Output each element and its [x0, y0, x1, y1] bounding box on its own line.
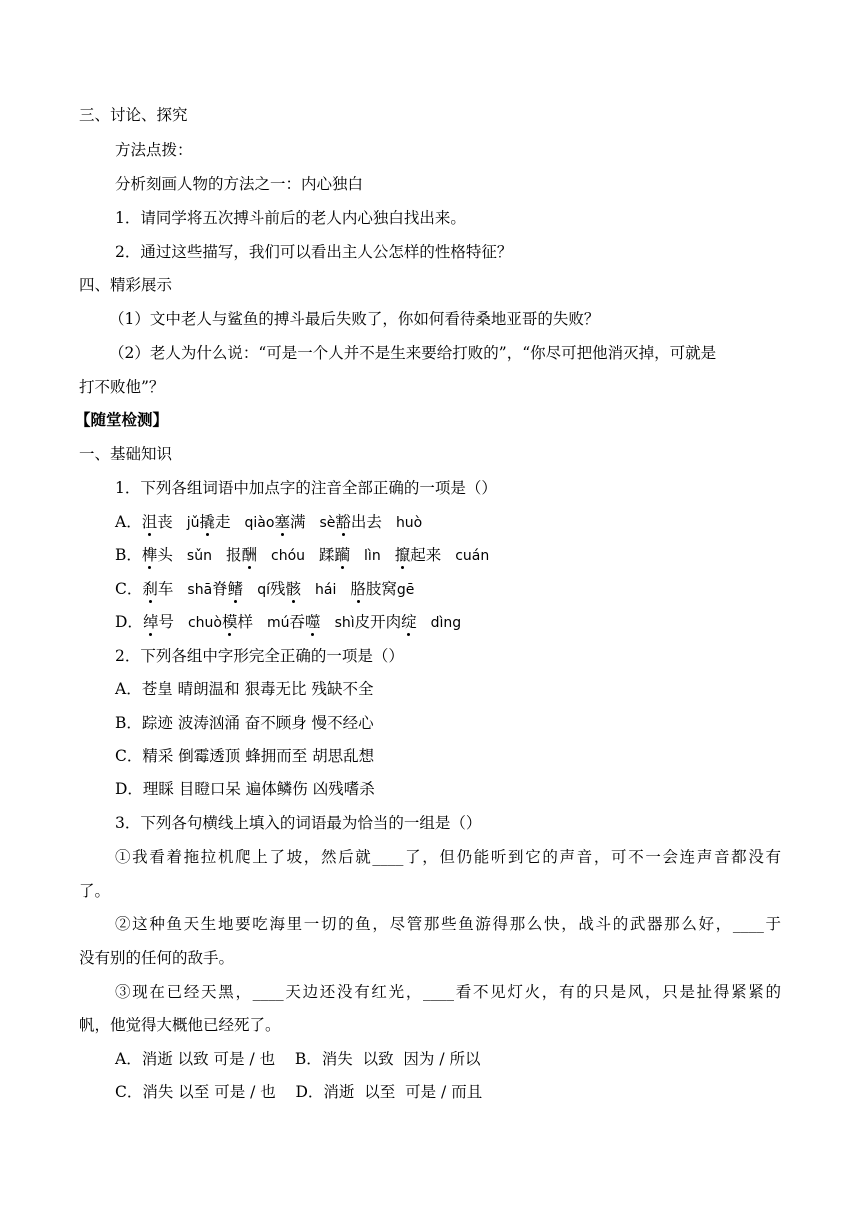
dotted-char: 攛	[394, 546, 411, 564]
dotted-char: 撬	[199, 513, 216, 531]
dotted-char: 沮	[141, 513, 158, 531]
sentence-2-line-1: ②这种鱼天生地要吃海里一切的鱼，尽管那些鱼游得那么快，战斗的武器那么好，____于	[115, 915, 781, 933]
test-heading: 【随堂检测】	[75, 410, 169, 429]
showcase-question-1: （1）文中老人与鲨鱼的搏斗最后失败了，你如何看待桑地亚哥的失败？	[109, 310, 600, 328]
pinyin: hái	[315, 582, 337, 598]
pinyin: dìng	[430, 615, 462, 631]
sentence-1-line-2: 了。	[79, 882, 111, 900]
question-3-stem: 3．下列各句横线上填入的词语最为恰当的一组是（）	[115, 814, 482, 832]
dotted-char: 酬	[241, 546, 257, 564]
pinyin: mú	[267, 615, 290, 631]
pinyin: gē	[396, 582, 415, 598]
pinyin: lìn	[364, 548, 381, 564]
dotted-char: 骸	[285, 580, 301, 598]
sentence-1-line-1: ①我看着拖拉机爬上了坡，然后就____了，但仍能听到它的声音，可不一会连声音都没有	[115, 848, 781, 866]
sentence-3-line-2: 帆，他觉得大概他已经死了。	[79, 1016, 281, 1034]
question-2-option-a: A．苍皇 晴朗温和 狠毒无比 残缺不全	[115, 680, 374, 698]
dotted-char: 胳	[350, 580, 366, 598]
discussion-question-2: 2．通过这些描写，我们可以看出主人公怎样的性格特征？	[115, 243, 513, 261]
question-2-option-c: C．精采 倒霉透顶 蜂拥而至 胡思乱想	[115, 747, 375, 765]
question-1-option-a: A．沮丧 jǔ撬走 qiào塞满 sè豁出去 huò	[115, 513, 423, 531]
question-2-option-d: D．理睬 目瞪口呆 遍体鳞伤 凶残嗜杀	[115, 780, 375, 798]
question-1-option-b: B．榫头 sǔn 报酬 chóu 蹂躏 lìn 攛起来 cuán	[115, 546, 490, 564]
question-3-options-row-2: C．消失 以至 可是 / 也 D．消逝 以至 可是 / 而且	[115, 1083, 483, 1101]
pinyin: chuò	[187, 615, 222, 631]
dotted-char: 模	[221, 613, 238, 631]
option-label: A．	[115, 513, 142, 531]
showcase-question-2-line-2: 打不败他”？	[79, 378, 165, 396]
pinyin: qiào	[244, 515, 275, 531]
method-description: 分析刻画人物的方法之一：内心独白	[115, 175, 364, 193]
pinyin: jǔ	[186, 515, 200, 531]
question-1-option-c: C．刹车 shā脊鳍 qí残骸 hái 胳肢窝gē	[115, 580, 415, 598]
pinyin: shā	[187, 582, 213, 598]
pinyin: chóu	[271, 548, 306, 564]
dotted-char: 刹	[142, 580, 158, 598]
pinyin: huò	[395, 515, 423, 531]
discussion-question-1: 1．请同学将五次搏斗前后的老人内心独白找出来。	[115, 209, 466, 227]
dotted-char: 塞	[274, 513, 290, 531]
question-2-option-b: B．踪迹 波涛汹涌 奋不顾身 慢不经心	[115, 714, 374, 732]
dotted-char: 噬	[305, 613, 321, 631]
dotted-char: 绽	[401, 613, 417, 631]
section-3-title: 三、讨论、探究	[79, 106, 188, 124]
sentence-2-line-2: 没有别的任何的敌手。	[79, 949, 235, 967]
dotted-char: 豁	[335, 513, 351, 531]
pinyin: sè	[319, 515, 336, 531]
question-3-options-row-1: A．消逝 以致 可是 / 也 B．消失 以致 因为 / 所以	[115, 1050, 481, 1068]
dotted-char: 鳍	[227, 580, 244, 598]
pinyin: qí	[257, 582, 270, 598]
dotted-char: 绰	[142, 613, 159, 631]
showcase-question-2-line-1: （2）老人为什么说：“可是一个人并不是生来要给打败的”，“你尽可把他消灭掉，可就是	[109, 344, 717, 362]
sentence-3-line-1: ③现在已经天黑，____天边还没有红光，____看不见灯火，有的只是风，只是扯得紧紧的	[115, 983, 781, 1001]
option-label: B．	[115, 546, 142, 564]
dotted-char: 躏	[334, 546, 351, 564]
basic-knowledge-title: 一、基础知识	[79, 445, 173, 463]
section-4-title: 四、精彩展示	[79, 276, 173, 294]
dotted-char: 榫	[141, 546, 158, 564]
pinyin: sǔn	[186, 548, 212, 564]
option-label: C．	[115, 580, 143, 598]
question-1-option-d: D．绰号 chuò模样 mú吞噬 shì皮开肉绽 dìng	[115, 613, 462, 631]
method-label: 方法点拨：	[115, 141, 193, 159]
question-2-stem: 2．下列各组中字形完全正确的一项是（）	[115, 647, 404, 665]
question-1-stem: 1．下列各组词语中加点字的注音全部正确的一项是（）	[115, 479, 497, 497]
pinyin: shì	[334, 615, 355, 631]
option-label: D．	[115, 613, 143, 631]
pinyin: cuán	[455, 548, 490, 564]
